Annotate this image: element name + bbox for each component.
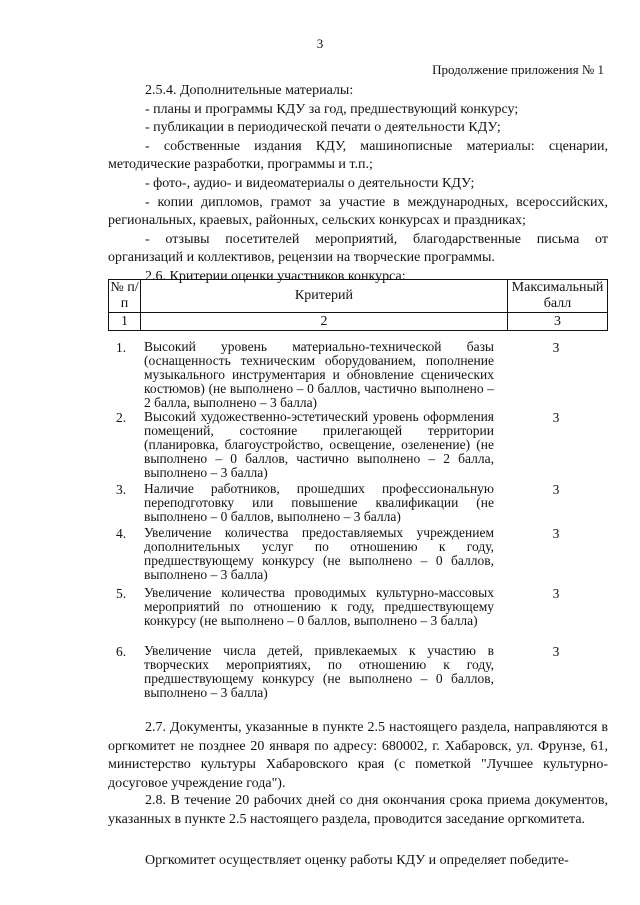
- row-score: 3: [552, 482, 560, 497]
- column-number: 3: [508, 313, 608, 331]
- row-number: 5.: [116, 586, 127, 601]
- section-2-5-4: [108, 82, 608, 287]
- list-item: - публикации в периодической печати о деятельности КДУ;: [145, 120, 501, 136]
- row-score: 3: [552, 586, 560, 601]
- row-score: 3: [552, 340, 560, 355]
- row-number: 4.: [116, 526, 127, 541]
- row-number: 6.: [116, 644, 127, 659]
- header-num: № п/п: [110, 280, 139, 311]
- row-criterion: Высокий уровень материально-технической базы (оснащенность техническим оборудованием, пополнение музыкального инструментария и обновление сценических костюмов) (не выполнено – 0 баллов, частично выполнено – 2 балла, выполнено – 3 балла): [144, 339, 494, 410]
- list-item: - фото-, аудио- и видеоматериалы о деятельности КДУ;: [145, 175, 475, 191]
- closing-paragraph: Оргкомитет осуществляет оценку работы КДУ и определяет победите-: [145, 853, 569, 868]
- list-item: - планы и программы КДУ за год, предшествующий конкурсу;: [145, 101, 519, 117]
- column-number: 1: [109, 313, 141, 331]
- section-2-7: 2.7. Документы, указанные в пункте 2.5 настоящего раздела, направляются в оргкомитет не позднее 20 января по адресу: 680002, г. Хабаровск, ул. Фрунзе, 61, министерство культуры Хабаровского края (с пометкой "Лучшее культурно-досуговое учреждение года").: [108, 720, 608, 791]
- header-criterion: Критерий: [140, 280, 507, 313]
- row-criterion: Увеличение количества предоставляемых учреждением дополнительных услуг по отношению к году, предшествующему конкурсу (не выполнено – 0 баллов, выполнено – 3 балла): [144, 525, 494, 582]
- column-number: 2: [140, 313, 507, 331]
- criteria-table-header: [108, 279, 608, 331]
- row-number: 3.: [116, 482, 127, 497]
- row-score: 3: [552, 644, 560, 659]
- row-criterion: Наличие работников, прошедших профессиональную переподготовку или повышение квалификации (не выполнено – 0 баллов, выполнено – 3 балла): [144, 481, 494, 524]
- page-number: 3: [316, 36, 324, 51]
- list-item: - собственные издания КДУ, машинописные материалы: сценарии, методические разработки, программы и т.п.;: [108, 138, 608, 173]
- row-criterion: Высокий художественно-эстетический уровень оформления помещений, состояние прилегающей территории (планировка, благоустройство, освещение, озеленение) (не выполнено – 0 баллов, частично выполнено – 2 балла, выполнено – 3 балла): [144, 409, 494, 480]
- list-item: - копии дипломов, грамот за участие в международных, всероссийских, региональных, краевых, районных, сельских конкурсах и праздниках;: [108, 194, 608, 229]
- section-2-8: 2.8. В течение 20 рабочих дней со дня окончания срока приема документов, указанных в пункте 2.5 настоящего раздела, проводится заседание оргкомитета.: [108, 793, 608, 827]
- row-criterion: Увеличение числа детей, привлекаемых к участию в творческих мероприятиях, по отношению к году, предшествующему конкурсу (не выполнено – 0 баллов, выполнено – 3 балла): [144, 643, 494, 700]
- header-max-score: Максимальный балл: [508, 280, 608, 313]
- row-number: 1.: [116, 340, 127, 355]
- row-score: 3: [552, 526, 560, 541]
- section-heading: 2.6. Критерии оценки участников конкурса:: [145, 268, 406, 284]
- row-criterion: Увеличение количества проводимых культурно-массовых мероприятий по отношению к году, предшествующему конкурсу (не выполнено – 0 баллов, выполнено – 3 балла): [144, 585, 494, 628]
- section-heading: 2.5.4. Дополнительные материалы:: [145, 83, 354, 98]
- row-score: 3: [552, 410, 560, 425]
- continuation-note: Продолжение приложения № 1: [432, 62, 604, 77]
- row-number: 2.: [116, 410, 127, 425]
- list-item: - отзывы посетителей мероприятий, благодарственные письма от организаций и коллективов, рецензии на творческие программы.: [108, 231, 608, 266]
